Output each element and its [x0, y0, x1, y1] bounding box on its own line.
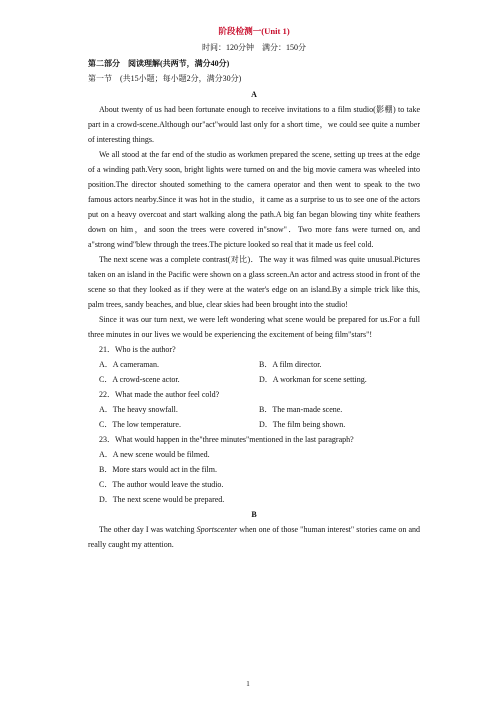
page-content — [88, 24, 420, 552]
intro-text: The other day I was watching — [99, 525, 197, 534]
passage-b-intro — [88, 522, 420, 552]
question-21-stem: 21．Who is the author? — [99, 345, 176, 354]
option: D．A workman for scene setting. — [259, 375, 367, 384]
question-23-stem: 23．What would happen in the"three minutes"mentioned in the last paragraph? — [99, 435, 354, 444]
question-21-options-row — [99, 372, 420, 387]
passage-a-paragraph: The next scene was a complete contrast(对比)．The way it was filmed was quite unusual.Pictures taken on an island in the Pacific were shown on a glass screen.An actor and actress stood in front of the scene so that they looked as if they were at the water's edge on an island.By a simple trick like this, palm trees, sandy beaches, and blue, clear skies had been brought into the studio! — [88, 255, 420, 309]
option: D．The next scene would be prepared. — [99, 495, 225, 504]
page-number: 1 — [246, 680, 250, 688]
option: C．The low temperature. — [99, 420, 181, 429]
passage-b-label: B — [251, 510, 257, 519]
option: A．A new scene would be filmed. — [99, 450, 210, 459]
subsection-heading: 第一节 (共15小题；每小题2分，满分30分) — [88, 74, 242, 83]
document-title: 阶段检测一(Unit 1) — [218, 26, 290, 36]
question-22-options-row — [99, 402, 420, 417]
passage-a-label: A — [251, 90, 257, 99]
question-22-options-row — [99, 417, 420, 432]
passage-a-paragraph: Since it was our turn next, we were left wondering what scene would be prepared for us.For a full three minutes in our lives we would be experiencing the excitement of being film"stars"! — [88, 315, 420, 339]
intro-text: when one of those "human interest" stories came on and really caught my attention. — [88, 525, 421, 549]
passage-a-paragraph: About twenty of us had been fortunate enough to receive invitations to a film studio(影棚) to take part in a crowd-scene.Although our"act"would last only for a short time，we could see quite a number of interesting things. — [88, 105, 420, 144]
option: A．The heavy snowfall. — [99, 405, 178, 414]
part-heading: 第二部分 阅读理解(共两节，满分40分) — [88, 59, 230, 68]
passage-a-paragraph: We all stood at the far end of the studio as workmen prepared the scene, setting up trees at the edge of a winding path.Very soon, bright lights were turned on and the big movie camera was wheeled into position.The director shouted something to the camera operator and then went to speak to the two famous actors nearby.Since it was hot in the studio，it came as a surprise to us to see one of the actors put on a heavy overcoat and start walking along the path.A big fan began blowing tiny white feathers down on him，and soon the trees were covered in"snow"．Two more fans were turned on, and a"strong wind"blew through the trees.The picture looked so real that it made us feel cold. — [88, 150, 420, 249]
option: B．The man-made scene. — [259, 405, 343, 414]
exam-meta: 时间：120分钟 满分：150分 — [202, 43, 306, 52]
option: D．The film being shown. — [259, 420, 346, 429]
option: B．A film director. — [259, 360, 322, 369]
option: B．More stars would act in the film. — [99, 465, 217, 474]
show-title: Sportscenter — [196, 525, 238, 534]
option: C．A crowd-scene actor. — [99, 375, 180, 384]
option: C．The author would leave the studio. — [99, 480, 224, 489]
question-21-options-row — [99, 357, 420, 372]
question-22-stem: 22．What made the author feel cold? — [99, 390, 220, 399]
option: A．A cameraman. — [99, 360, 159, 369]
